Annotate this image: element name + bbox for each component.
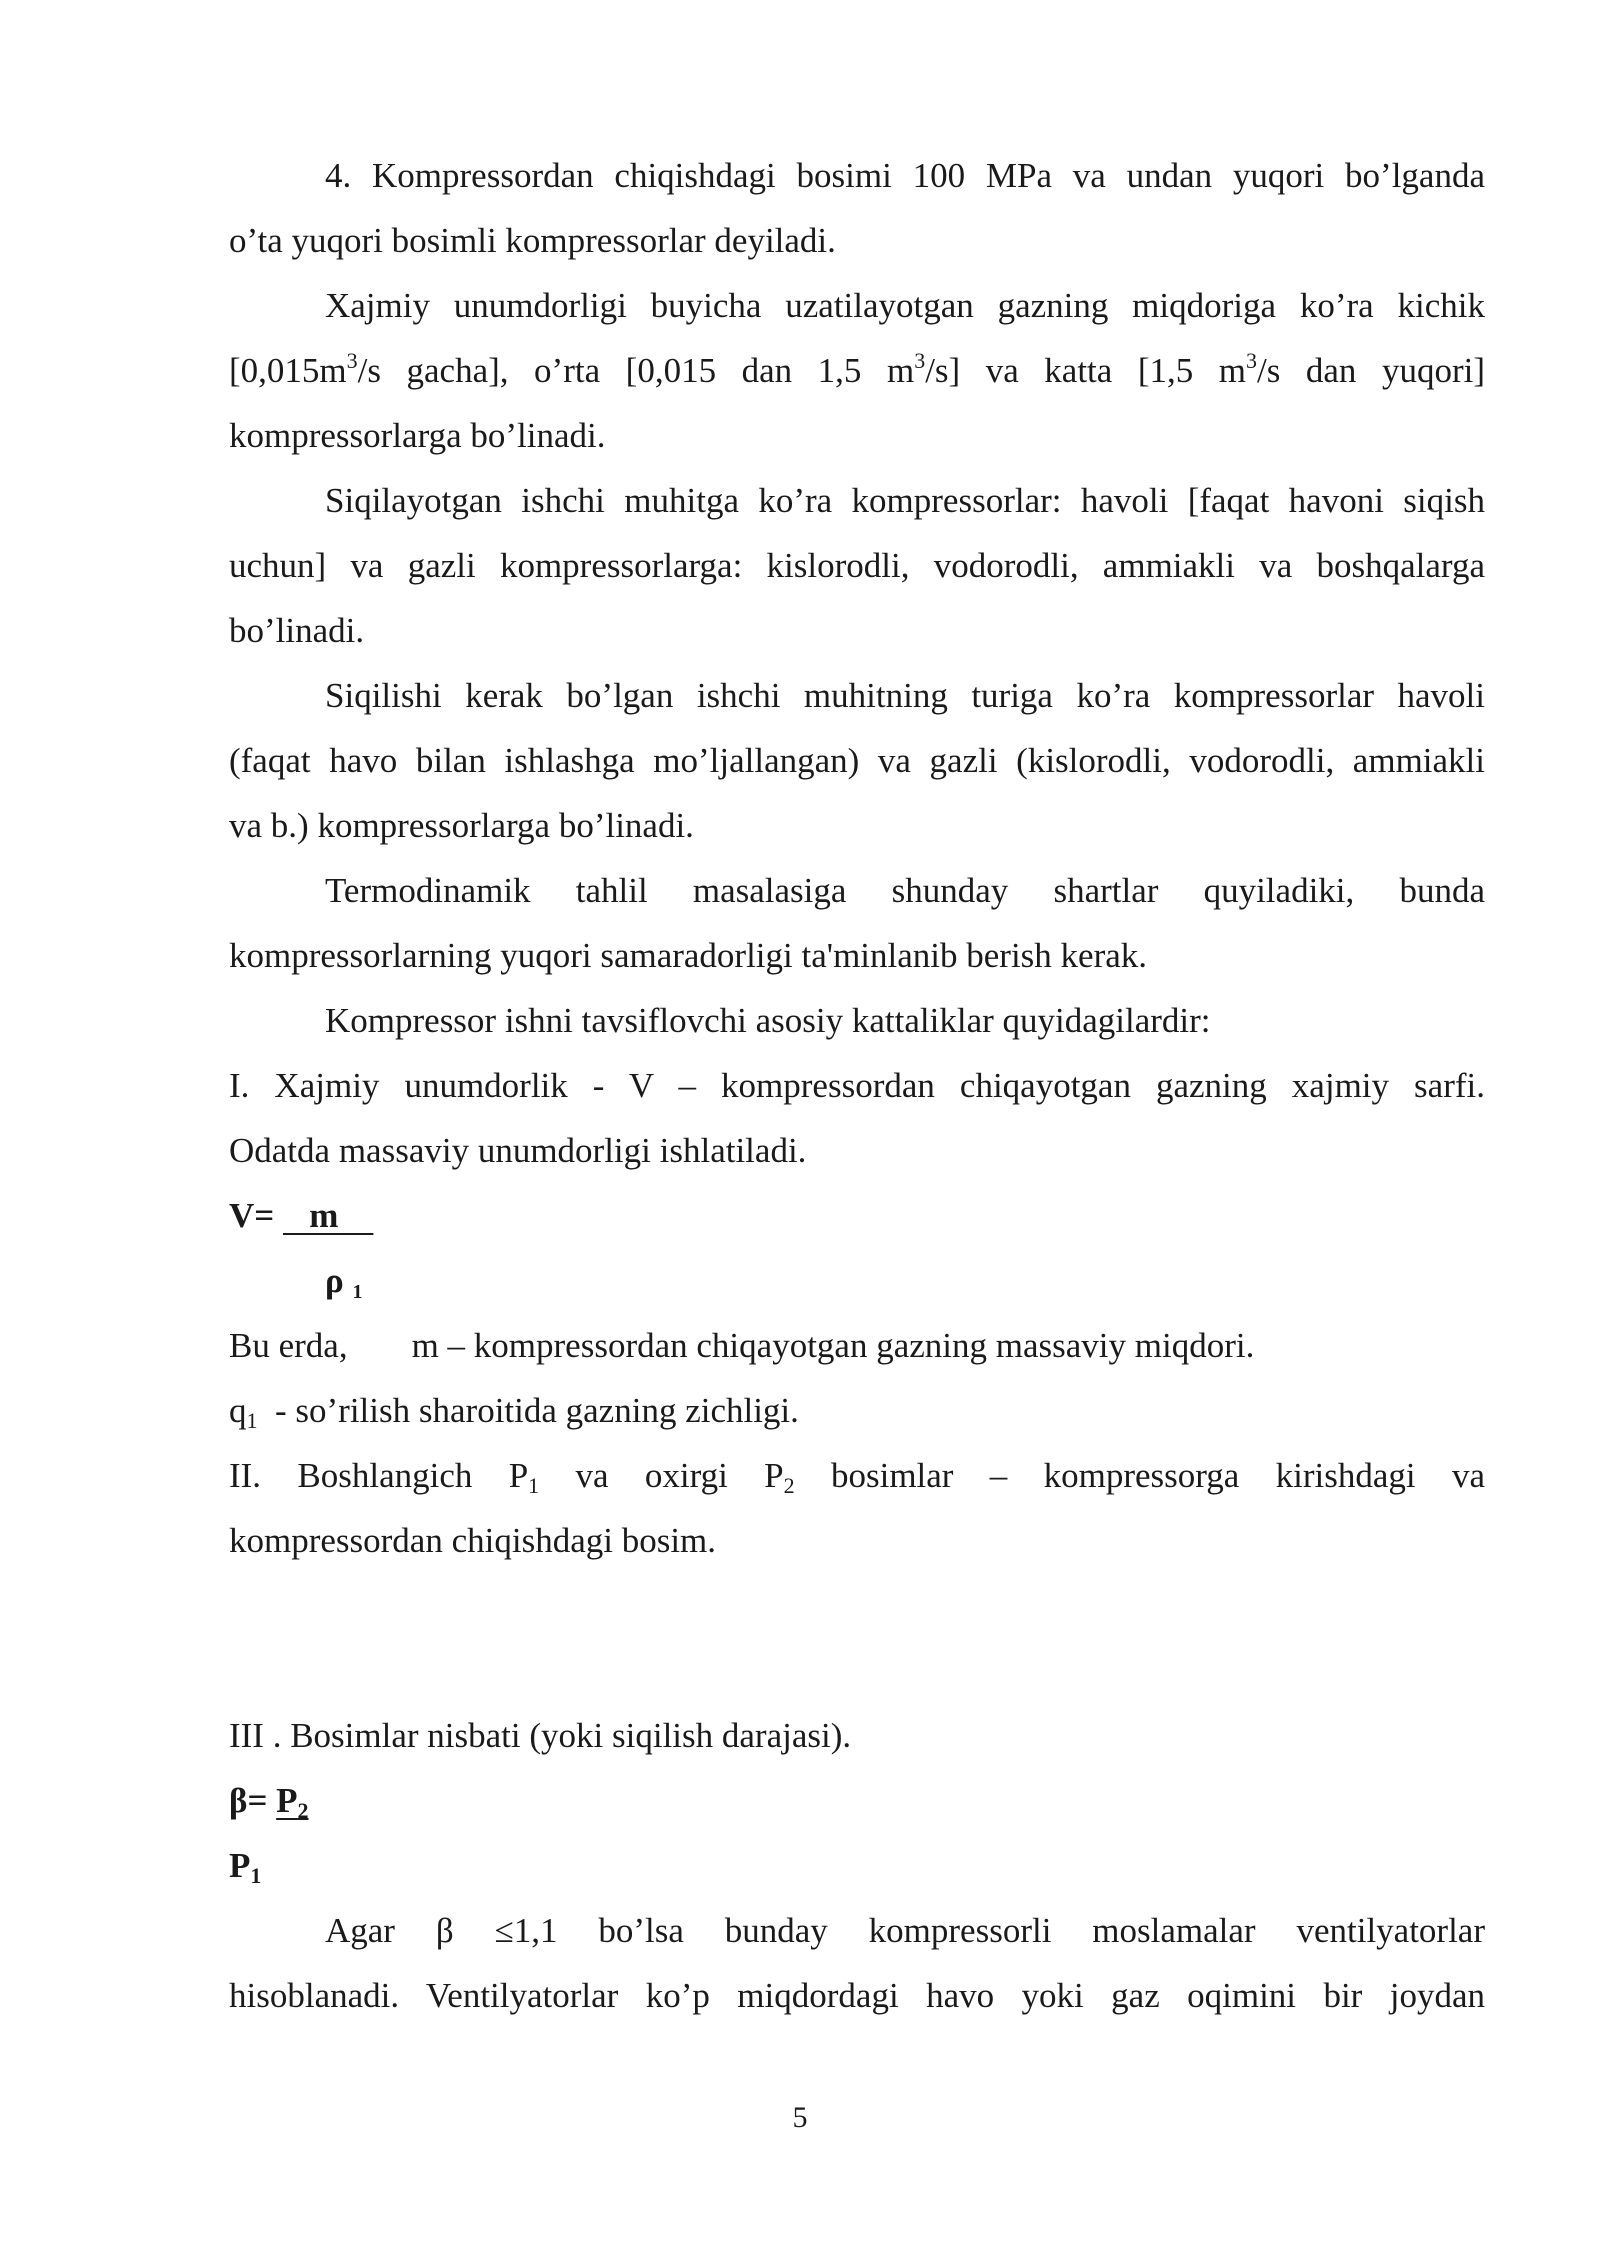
formula-numerator: m	[282, 1196, 374, 1235]
formula-volume-numerator	[229, 1194, 1485, 1238]
text-run: Bu erda,	[229, 1326, 348, 1365]
formula-denominator-symbol: P	[229, 1846, 251, 1885]
formula-lhs: β=	[229, 1781, 277, 1820]
page-number: 5	[792, 2101, 808, 2134]
text-run: bosimlar – kompressorga kirishdagi va	[794, 1456, 1485, 1495]
formula-ratio-denominator	[229, 1844, 1485, 1888]
subscript: 1	[250, 1863, 262, 1888]
paragraph-line: Xajmiy unumdorligi buyicha uzatilayotgan gazning miqdoriga ko’ra kichik	[325, 286, 1485, 325]
paragraph-line: I. Xajmiy unumdorlik - V – kompressordan chiqayotgan gazning xajmiy sarfi.	[229, 1066, 1485, 1105]
paragraph-line: kompressordan chiqishdagi bosim.	[229, 1521, 717, 1560]
superscript: 3	[346, 348, 358, 373]
paragraph-line: Siqilishi kerak bo’lgan ishchi muhitning turiga ko’ra kompressorlar havoli	[325, 676, 1485, 715]
text-run: - so’rilish sharoitida gazning zichligi.	[257, 1391, 799, 1430]
formula-numerator	[276, 1781, 309, 1823]
paragraph-line: (faqat havo bilan ishlashga mo’ljallangan) va gazli (kislorodli, vodorodli, ammiakli	[229, 741, 1485, 780]
paragraph-line: hisoblanadi. Ventilyatorlar ko’p miqdordagi havo yoki gaz oqimini bir joydan	[229, 1976, 1485, 2015]
paragraph-line: Agar β ≤1,1 bo’lsa bunday kompressorli moslamalar ventilyatorlar	[325, 1911, 1485, 1950]
paragraph-line	[229, 1454, 1485, 1498]
paragraph-line: kompressorlarning yuqori samaradorligi ta'minlanib berish kerak.	[229, 936, 1148, 975]
formula-numerator-symbol: P	[276, 1781, 298, 1820]
text-run: /s gacha], o’rta [0,015 dan 1,5 m	[357, 351, 915, 390]
text-run: II. Boshlangich P	[229, 1456, 529, 1495]
paragraph-line	[229, 1324, 1485, 1368]
paragraph-line	[229, 349, 1485, 393]
paragraph-line: o’ta yuqori bosimli kompressorlar deyiladi.	[229, 221, 836, 260]
paragraph-line: Siqilayotgan ishchi muhitga ko’ra kompressorlar: havoli [faqat havoni siqish	[325, 481, 1485, 520]
paragraph-line: Kompressor ishni tavsiflovchi asosiy kattaliklar quyidagilardir:	[325, 1001, 1211, 1040]
paragraph-line: Odatda massaviy unumdorligi ishlatiladi.	[229, 1131, 807, 1170]
subscript: 2	[783, 1473, 795, 1498]
superscript: 3	[1246, 348, 1258, 373]
text-run: /s] va katta [1,5 m	[925, 351, 1247, 390]
paragraph-line: 4. Kompressordan chiqishdagi bosimi 100 MPa va undan yuqori bo’lganda	[325, 156, 1485, 195]
formula-volume-denominator	[325, 1259, 1485, 1303]
paragraph-line: III . Bosimlar nisbati (yoki siqilish darajasi).	[229, 1716, 852, 1755]
paragraph-line: bo’linadi.	[229, 611, 365, 650]
subscript: 2	[297, 1798, 309, 1823]
paragraph-line: kompressorlarga bo’linadi.	[229, 416, 606, 455]
text-run: /s dan yuqori]	[1257, 351, 1485, 390]
paragraph-line: uchun] va gazli kompressorlarga: kislorodli, vodorodli, ammiakli va boshqalarga	[229, 546, 1485, 585]
paragraph-line: va b.) kompressorlarga bo’linadi.	[229, 806, 694, 845]
subscript: 1	[352, 1281, 363, 1303]
paragraph-line: Termodinamik tahlil masalasiga shunday shartlar quyiladiki, bunda	[325, 871, 1485, 910]
formula-ratio-numerator	[229, 1779, 1485, 1823]
formula-lhs: V=	[229, 1196, 283, 1235]
subscript: 1	[528, 1473, 540, 1498]
text-run: q	[229, 1391, 247, 1430]
paragraph-line	[229, 1389, 1485, 1433]
superscript: 3	[914, 348, 926, 373]
text-run: [0,015m	[229, 351, 347, 390]
subscript: 1	[246, 1408, 258, 1433]
text-run: va oxirgi P	[539, 1456, 784, 1495]
text-run: m – kompressordan chiqayotgan gazning massaviy miqdori.	[411, 1326, 1255, 1365]
formula-denominator: ρ	[325, 1261, 344, 1300]
